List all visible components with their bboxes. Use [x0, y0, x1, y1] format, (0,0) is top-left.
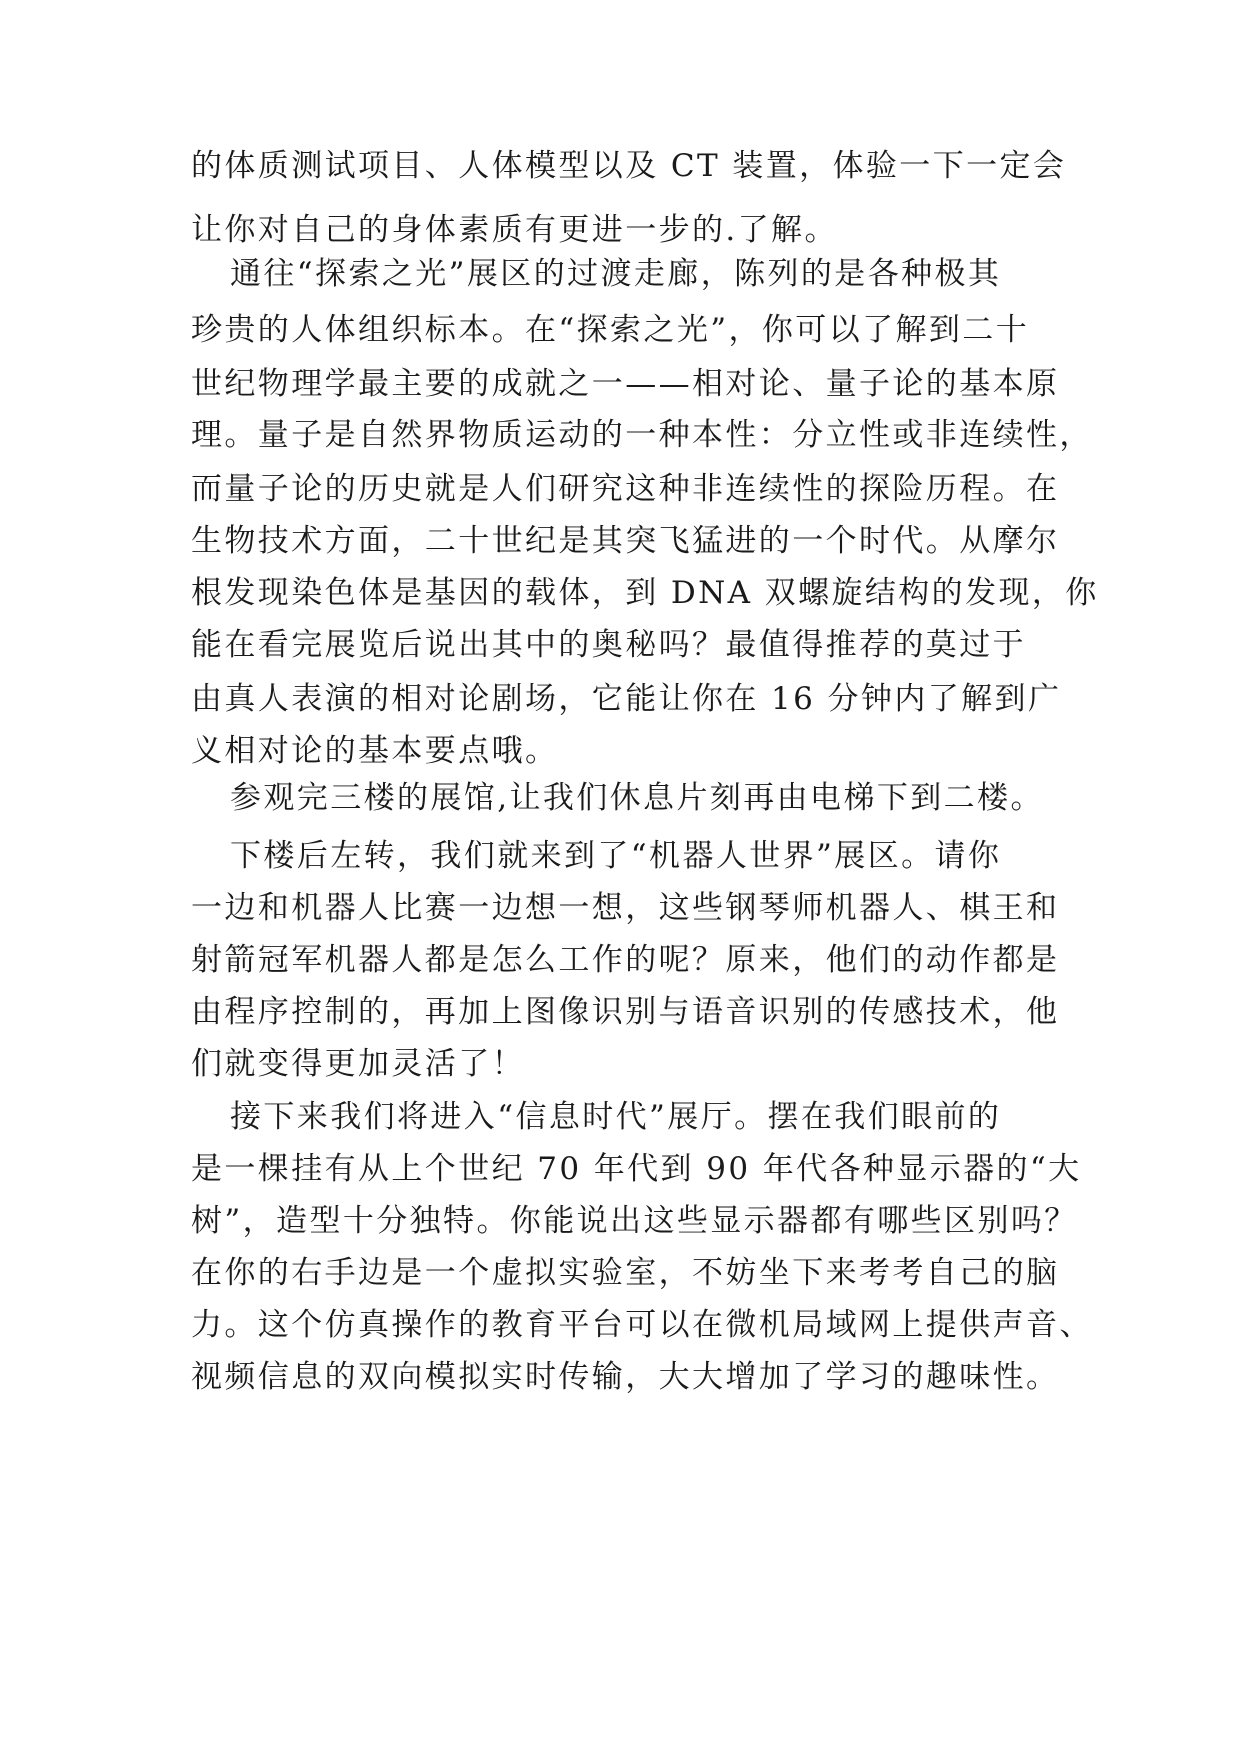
text-line: 珍贵的人体组织标本。在“探索之光”，你可以了解到二十	[191, 312, 1030, 348]
text-line: 理。量子是自然界物质运动的一种本性：分立性或非连续性，	[191, 417, 1093, 453]
text-line: 而量子论的历史就是人们研究这种非连续性的探险历程。在	[191, 471, 1060, 507]
text-line: 视频信息的双向模拟实时传输，大大增加了学习的趣味性。	[191, 1359, 1060, 1395]
paragraph-first-line: 接下来我们将进入“信息时代”展厅。摆在我们眼前的	[230, 1099, 1002, 1135]
text-line: 射箭冠军机器人都是怎么工作的呢？原来，他们的动作都是	[191, 942, 1060, 978]
document-page	[191, 0, 1099, 1754]
paragraph-first-line: 参观完三楼的展馆,让我们休息片刻再由电梯下到二楼。	[230, 780, 1044, 816]
text-line: 的体质测试项目、人体模型以及 CT 装置，体验一下一定会	[191, 148, 1067, 184]
text-line: 让你对自己的身体素质有更进一步的.了解。	[191, 212, 838, 248]
text-line: 力。这个仿真操作的教育平台可以在微机局域网上提供声音、	[191, 1307, 1093, 1343]
paragraph-first-line: 通往“探索之光”展区的过渡走廊，陈列的是各种极其	[230, 256, 1002, 292]
text-line: 一边和机器人比赛一边想一想，这些钢琴师机器人、棋王和	[191, 890, 1060, 926]
text-line: 根发现染色体是基因的载体，到 DNA 双螺旋结构的发现，你	[191, 575, 1099, 611]
text-line: 世纪物理学最主要的成就之一——相对论、量子论的基本原	[191, 366, 1060, 402]
text-line: 们就变得更加灵活了！	[191, 1046, 525, 1082]
text-line: 能在看完展览后说出其中的奥秘吗？最值得推荐的莫过于	[191, 627, 1026, 663]
text-line: 由真人表演的相对论剧场，它能让你在 16 分钟内了解到广	[191, 681, 1062, 717]
text-line: 义相对论的基本要点哦。	[191, 733, 559, 769]
text-line: 在你的右手边是一个虚拟实验室，不妨坐下来考考自己的脑	[191, 1255, 1060, 1291]
paragraph-first-line: 下楼后左转，我们就来到了“机器人世界”展区。请你	[230, 838, 1002, 874]
text-line: 是一棵挂有从上个世纪 70 年代到 90 年代各种显示器的“大	[191, 1151, 1082, 1187]
text-line: 由程序控制的，再加上图像识别与语音识别的传感技术，他	[191, 994, 1060, 1030]
text-line: 生物技术方面，二十世纪是其突飞猛进的一个时代。从摩尔	[191, 523, 1060, 559]
text-line: 树”，造型十分独特。你能说出这些显示器都有哪些区别吗？	[191, 1203, 1078, 1239]
